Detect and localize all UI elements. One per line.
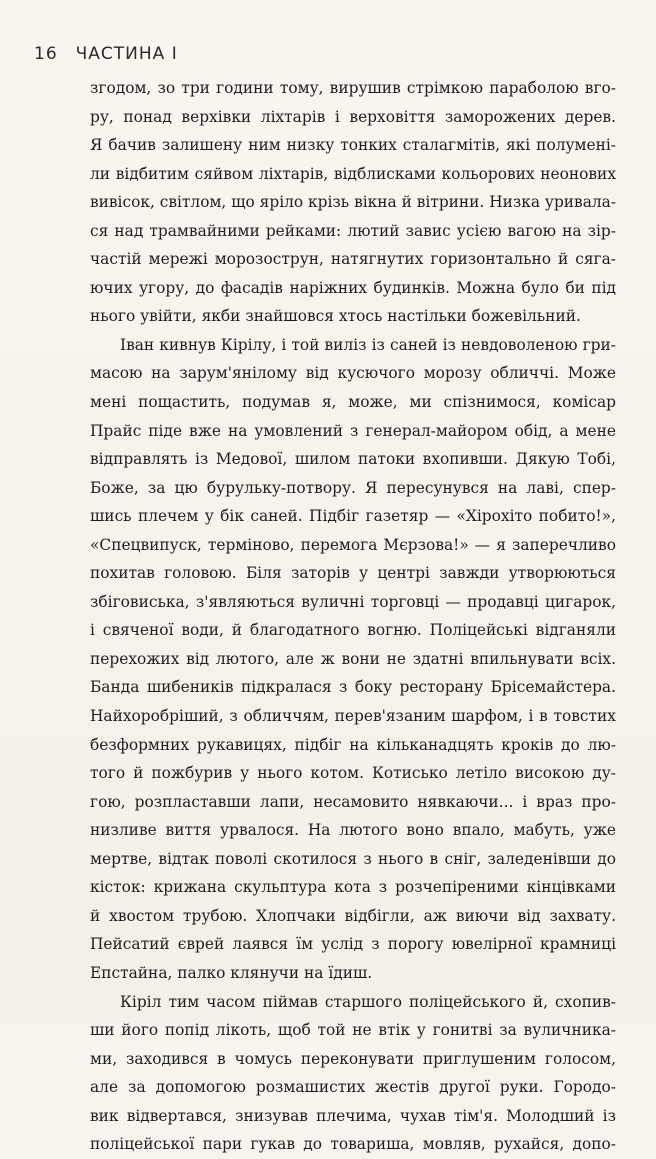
text-line: і свяченої води, й благодатного вогню. Поліцейські відганяли [90, 621, 616, 640]
text-line: Прайс піде вже на умовлений з генерал-майором обід, а мене [90, 421, 616, 440]
text-line: Пейсатий єврей лаявся їм услід з порогу ювелірної крамниці [90, 935, 616, 954]
text-line: «Спецвипуск, терміново, перемога Мєрзова!» — я заперечливо [90, 535, 616, 554]
text-line: безформних рукавицях, підбіг на кільканадцять кроків до лю- [90, 735, 616, 754]
text-line: Я бачив залишену ним низку тонких сталагмітів, які полумені- [90, 136, 616, 155]
text-line: згодом, зо три години тому, вирушив стрімкою параболою вго- [90, 79, 616, 97]
text-line: мертве, відтак поволі скотилося з нього в сніг, заледенівши до [90, 849, 616, 868]
text-line: але за допомогою розмашистих жестів другої руки. Городо- [90, 1078, 616, 1097]
text-line: ру, понад верхівки ліхтарів і верховіття заморожених дерев. [90, 107, 616, 126]
text-line: Іван кивнув Кірілу, і той виліз із саней із невдоволеною гри- [120, 335, 616, 354]
text-line: Банда шибеників підкралася з боку ресторану Брісемайстера. [90, 678, 616, 697]
text-line: вик відвертався, знизував плечима, чухав тім'я. Молодший із [90, 1106, 616, 1125]
text-line: Найхоробріший, з обличчям, перев'язаним шарфом, і в товстих [90, 707, 616, 726]
text-line: гою, розпластавши лапи, несамовито нявкаючи... і враз про- [90, 792, 616, 811]
section-title: ЧАСТИНА І [75, 44, 178, 64]
page-number: 16 [34, 44, 58, 64]
text-line: Боже, за цю бурульку-потвору. Я пересунувся на лаві, спер- [90, 478, 616, 497]
text-line: ши його попід лікоть, щоб той не втік у гонитві за вуличника- [90, 1021, 616, 1040]
text-line: Епстайна, палко клянучи на їдиш. [90, 963, 373, 982]
text-line: кісток: крижана скульптура кота з розчепіреними кінцівками [90, 878, 616, 897]
running-header [34, 44, 178, 64]
text-line: ли відбитим сяйвом ліхтарів, відблисками кольорових неонових [90, 164, 616, 183]
text-line: й хвостом трубою. Хлопчаки відбігли, аж виючи від захвату. [90, 906, 616, 925]
text-line: масою на зарум'янілому від кусючого морозу обличчі. Може [90, 364, 616, 383]
text-line: низливе виття урвалося. На лютого воно впало, мабуть, уже [90, 821, 616, 840]
text-line: ся над трамвайними рейками: лютий завис усією вагою на зір- [90, 221, 616, 240]
text-line: мені пощастить, подумав я, може, ми спізнимося, комісар [90, 393, 616, 412]
text-line: ючих угору, до фасадів наріжних будинків. Можна було би під [90, 278, 616, 297]
text-line: частій мережі морозострун, натягнутих горизонтально й сяга- [90, 250, 616, 269]
text-line: перехожих від лютого, але ж вони не здатні впильнувати всіх. [90, 649, 616, 668]
body-text [90, 74, 616, 1159]
text-line: Кіріл тим часом піймав старшого поліцейського й, схопив- [120, 992, 616, 1011]
text-line: того й пожбурив у нього котом. Котисько летіло високою ду- [90, 764, 616, 783]
text-line: відправлять із Медової, шилом патоки вхопивши. Дякую Тобі, [90, 450, 616, 469]
text-line: ми, заходився в чомусь переконувати приглушеним голосом, [90, 1049, 616, 1068]
text-line: шись плечем у бік саней. Підбіг газетяр — «Хірохіто побито!», [90, 507, 616, 526]
text-line: вивісок, світлом, що яріло крізь вікна й вітрини. Низка уривала- [90, 193, 616, 212]
text-line: поліцейської пари гукав до товариша, мовляв, рухайся, допо- [90, 1135, 616, 1154]
text-line: збіговиська, з'являються вуличні торговці — продавці цигарок, [90, 592, 616, 611]
text-line: похитав головою. Біля заторів у центрі завжди утворюються [90, 564, 616, 583]
text-line: нього увійти, якби знайшовся хтось настільки божевільний. [90, 307, 581, 326]
